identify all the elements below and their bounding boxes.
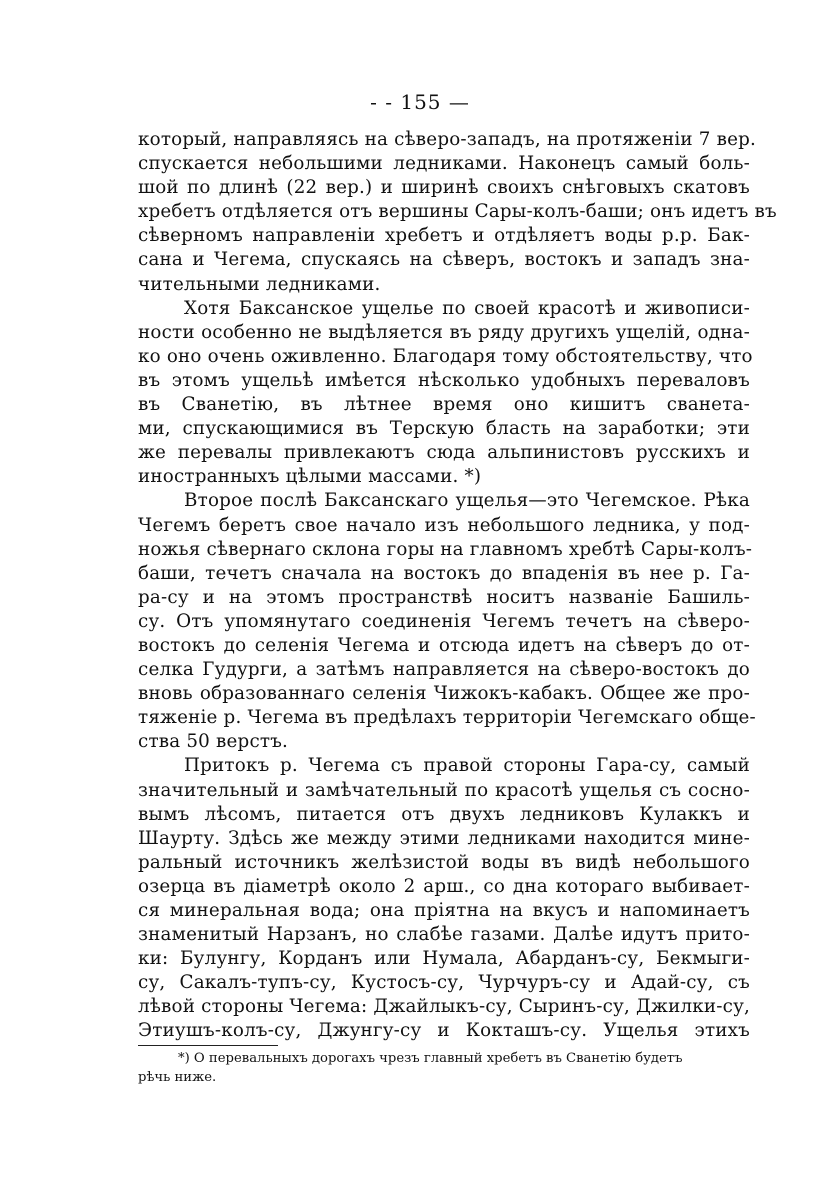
paragraph-first-line: Хотя Баксанское ущелье по своей красотѣ и живописи- <box>184 297 750 319</box>
text-line: который, направляясь на сѣверо-западъ, на протяженіи 7 вер. <box>138 129 757 150</box>
text-line: спускается небольшими ледниками. Наконецъ самый боль- <box>138 153 750 175</box>
text-line: Чегемъ беретъ свое начало изъ небольшого ледника, у под- <box>138 514 750 536</box>
text-line: ральный источникъ желѣзистой воды въ видѣ небольшого <box>138 851 750 873</box>
text-line: ко оно очень оживленно. Благодаря тому обстоятельству, что <box>138 345 753 367</box>
text-line: ми, спускающимися въ Терскую бласть на заработки; эти <box>138 418 750 440</box>
text-line: Шаурту. Здѣсь же между этими ледниками находится мине- <box>138 827 750 849</box>
text-line: Этиушъ-колъ-су, Джунгу-су и Кокташъ-су. Ущелья этихъ <box>138 1020 750 1042</box>
text-line: чительными ледниками. <box>138 273 381 295</box>
text-line: въ Сванетію, въ лѣтнее время оно кишитъ сванета- <box>138 394 750 416</box>
text-line: ности особенно не выдѣляется въ ряду другихъ ущелій, одна- <box>138 321 750 343</box>
text-line: лѣвой стороны Чегема: Джайлыкъ-су, Сыринъ-су, Джилки-су, <box>138 996 751 1018</box>
page-number: - - 155 — <box>370 90 470 114</box>
text-line: хребетъ отдѣляется отъ вершины Сары-колъ-баши; онъ идетъ въ <box>138 201 777 223</box>
text-line: ножья сѣвернаго склона горы на главномъ хребтѣ Сары-колъ- <box>138 538 753 560</box>
text-line: сана и Чегема, спускаясь на сѣверъ, востокъ и западъ зна- <box>138 249 750 271</box>
text-line: вымъ лѣсомъ, питается отъ двухъ ледниковъ Кулаккъ и <box>138 803 750 825</box>
text-line: въ этомъ ущельѣ имѣется нѣсколько удобныхъ переваловъ <box>138 369 750 391</box>
body-text <box>138 128 777 1044</box>
text-line: сѣверномъ направленіи хребетъ и отдѣляетъ воды р.р. Бак- <box>138 225 750 247</box>
paragraph-first-line: Притокъ р. Чегема съ правой стороны Гара-су, самый <box>184 755 750 777</box>
text-line: вновь образованнаго селенія Чижокъ-кабакъ. Общее же про- <box>138 683 750 705</box>
text-line: баши, течетъ сначала на востокъ до впаденія въ нее р. Га- <box>138 562 750 584</box>
text-line: селка Гудурги, а затѣмъ направляется на сѣверо-востокъ до <box>138 659 750 681</box>
text-line: значительный и замѣчательный по красотѣ ущелья съ сосно- <box>138 779 750 801</box>
text-line: озерца въ діаметрѣ около 2 арш., со дна котораго выбивает- <box>138 875 750 897</box>
text-line: шой по длинѣ (22 вер.) и ширинѣ своихъ снѣговыхъ скатовъ <box>138 177 750 199</box>
footnote <box>138 1049 750 1087</box>
text-line: знаменитый Нарзанъ, но слабѣе газами. Далѣе идутъ прито- <box>138 924 750 946</box>
text-line: же перевалы привлекаютъ сюда альпинистовъ русскихъ и <box>138 442 750 464</box>
footnote-line: рѣчь ниже. <box>138 1070 217 1085</box>
text-line: су. Отъ упомянутаго соединенія Чегемъ течетъ на сѣверо- <box>138 610 750 632</box>
paragraph-first-line: Второе послѣ Баксанскаго ущелья—это Чегемское. Рѣка <box>184 490 750 512</box>
text-line: ра-су и на этомъ пространствѣ носитъ названіе Башиль- <box>138 586 750 608</box>
footnote-divider <box>138 1045 278 1046</box>
text-line: иностранныхъ цѣлыми массами. *) <box>138 466 482 488</box>
text-line: тяженіе р. Чегема въ предѣлахъ территоріи Чегемскаго общe- <box>138 707 756 729</box>
text-line: ства 50 верстъ. <box>138 731 289 753</box>
text-line: ки: Булунгу, Корданъ или Нумала, Абарданъ-су, Бекмыги- <box>138 948 750 970</box>
footnote-line: *) О перевальныхъ дорогахъ чрезъ главный хребетъ въ Сванетію будетъ <box>178 1051 683 1066</box>
text-line: ся минеральная вода; она пріятна на вкусъ и напоминаетъ <box>138 900 750 921</box>
text-line: востокъ до селенія Чегема и отсюда идетъ на сѣверъ до от- <box>138 634 750 656</box>
text-line: су, Сакалъ-тупъ-су, Кустосъ-су, Чурчуръ-су и Адай-су, съ <box>138 972 750 994</box>
